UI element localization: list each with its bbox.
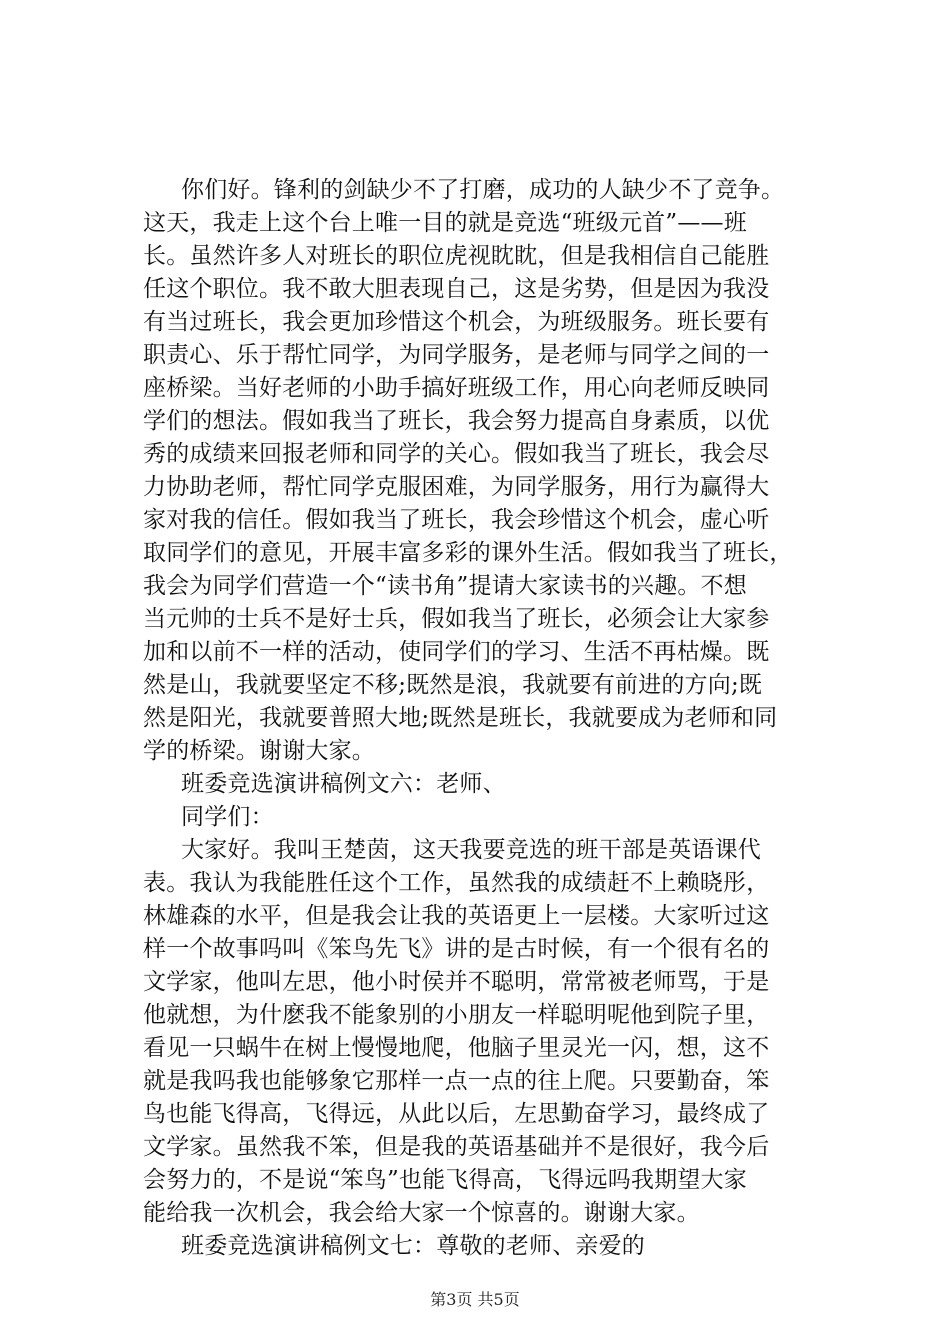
text-line: 就是我吗我也能够象它那样一点一点的往上爬。只要勤奋，笨 [143, 1068, 770, 1094]
text-line: 取同学们的意见，开展丰富多彩的课外生活。假如我当了班长， [143, 540, 793, 566]
body-text [143, 174, 823, 1263]
text-line: 然是阳光，我就要普照大地;既然是班长，我就要成为老师和同 [143, 705, 778, 731]
text-line: 大家好。我叫王楚茵，这天我要竞选的班干部是英语课代 [181, 837, 761, 863]
text-line: 林雄森的水平，但是我会让我的英语更上一层楼。大家听过这 [143, 903, 770, 929]
text-line: 文学家，他叫左思，他小时侯并不聪明，常常被老师骂，于是 [143, 969, 770, 995]
text-line: 秀的成绩来回报老师和同学的关心。假如我当了班长，我会尽 [143, 441, 770, 467]
text-line: 表。我认为我能胜任这个工作，虽然我的成绩赶不上赖晓彤， [143, 870, 770, 896]
text-line: 长。虽然许多人对班长的职位虎视眈眈，但是我相信自己能胜 [143, 243, 770, 269]
text-line: 你们好。锋利的剑缺少不了打磨，成功的人缺少不了竞争。 [181, 177, 785, 203]
text-line: 会努力的，不是说“笨鸟”也能飞得高，飞得远吗我期望大家 [143, 1167, 747, 1193]
section-heading: 班委竞选演讲稿例文六：老师、 [181, 771, 506, 797]
text-line: 鸟也能飞得高，飞得远，从此以后，左思勤奋学习，最终成了 [143, 1101, 770, 1127]
text-line: 这天，我走上这个台上唯一目的就是竞选“班级元首”——班 [143, 210, 747, 236]
text-line: 家对我的信任。假如我当了班长，我会珍惜这个机会，虚心听 [143, 507, 770, 533]
text-line: 他就想，为什麽我不能象别的小朋友一样聪明呢他到院子里， [143, 1002, 770, 1028]
text-line: 样一个故事吗叫《笨鸟先飞》讲的是古时候，有一个很有名的 [143, 936, 770, 962]
text-line: 学的桥梁。谢谢大家。 [143, 738, 375, 764]
text-line: 当元帅的士兵不是好士兵，假如我当了班长，必须会让大家参 [143, 606, 770, 632]
section-heading: 班委竞选演讲稿例文七：尊敬的老师、亲爱的 [181, 1233, 645, 1259]
text-line: 任这个职位。我不敢大胆表现自己，这是劣势，但是因为我没 [143, 276, 770, 302]
text-line: 学们的想法。假如我当了班长，我会努力提高自身素质，以优 [143, 408, 770, 434]
text-line: 文学家。虽然我不笨，但是我的英语基础并不是很好，我今后 [143, 1134, 770, 1160]
salutation: 同学们： [181, 804, 274, 830]
text-line: 职责心、乐于帮忙同学，为同学服务，是老师与同学之间的一 [143, 342, 770, 368]
text-line: 看见一只蜗牛在树上慢慢地爬，他脑子里灵光一闪，想，这不 [143, 1035, 770, 1061]
page-number-footer: 第3页 共5页 [430, 1290, 520, 1309]
text-line: 我会为同学们营造一个“读书角”提请大家读书的兴趣。不想 [143, 573, 747, 599]
text-line: 能给我一次机会，我会给大家一个惊喜的。谢谢大家。 [143, 1200, 700, 1226]
text-line: 加和以前不一样的活动，使同学们的学习、生活不再枯燥。既 [143, 639, 770, 665]
text-line: 然是山，我就要坚定不移;既然是浪，我就要有前进的方向;既 [143, 672, 763, 698]
text-line: 座桥梁。当好老师的小助手搞好班级工作，用心向老师反映同 [143, 375, 770, 401]
text-line: 有当过班长，我会更加珍惜这个机会，为班级服务。班长要有 [143, 309, 770, 335]
text-line: 力协助老师，帮忙同学克服困难，为同学服务，用行为赢得大 [143, 474, 770, 500]
